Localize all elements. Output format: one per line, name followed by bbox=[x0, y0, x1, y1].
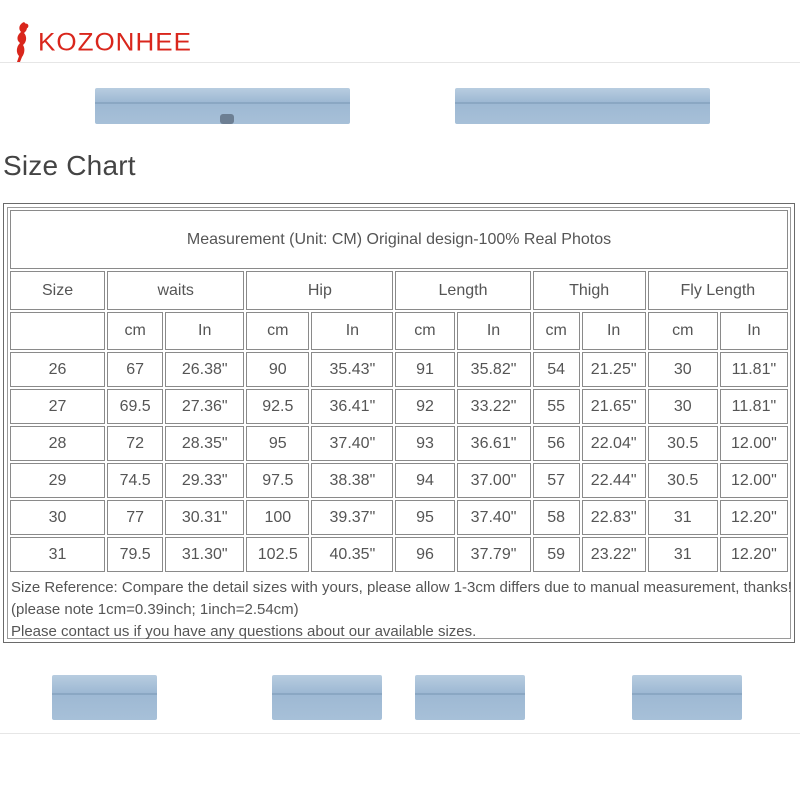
footer-divider bbox=[0, 733, 800, 734]
table-cell: 58 bbox=[533, 500, 580, 535]
table-cell: 28 bbox=[10, 426, 105, 461]
product-photo-waist-back bbox=[455, 88, 710, 124]
silhouette-logo-icon bbox=[10, 20, 34, 64]
unit-in: In bbox=[165, 312, 244, 350]
unit-blank bbox=[10, 312, 105, 350]
table-cell: 72 bbox=[107, 426, 163, 461]
unit-cm: cm bbox=[648, 312, 718, 350]
product-photo-hem-1 bbox=[52, 675, 157, 720]
product-photo-hem-2 bbox=[272, 675, 382, 720]
product-photo-hem-3 bbox=[415, 675, 525, 720]
table-cell: 39.37" bbox=[311, 500, 393, 535]
table-cell: 69.5 bbox=[107, 389, 163, 424]
table-cell: 12.00" bbox=[720, 426, 788, 461]
table-cell: 30.31" bbox=[165, 500, 244, 535]
brand-logo[interactable] bbox=[10, 20, 192, 64]
note-line: Please contact us if you have any questions about our available sizes. bbox=[11, 623, 477, 640]
table-cell: 79.5 bbox=[107, 537, 163, 572]
header-thigh: Thigh bbox=[533, 271, 646, 310]
product-photo-waist-front bbox=[95, 88, 350, 124]
unit-in: In bbox=[311, 312, 393, 350]
table-cell: 57 bbox=[533, 463, 580, 498]
table-cell: 92.5 bbox=[246, 389, 309, 424]
table-cell: 35.43" bbox=[311, 352, 393, 387]
header-size: Size bbox=[10, 271, 105, 310]
table-cell: 26 bbox=[10, 352, 105, 387]
table-cell: 30 bbox=[648, 352, 718, 387]
table-row bbox=[10, 537, 788, 572]
table-cell: 96 bbox=[395, 537, 454, 572]
table-cell: 12.20" bbox=[720, 500, 788, 535]
table-cell: 74.5 bbox=[107, 463, 163, 498]
table-cell: 40.35" bbox=[311, 537, 393, 572]
table-cell: 22.04" bbox=[582, 426, 646, 461]
table-cell: 30 bbox=[648, 389, 718, 424]
unit-cm: cm bbox=[107, 312, 163, 350]
table-cell: 31 bbox=[648, 500, 718, 535]
unit-in: In bbox=[582, 312, 646, 350]
table-cell: 91 bbox=[395, 352, 454, 387]
table-cell: 37.40" bbox=[311, 426, 393, 461]
note-line: (please note 1cm=0.39inch; 1inch=2.54cm) bbox=[11, 601, 299, 618]
size-reference-note bbox=[11, 577, 792, 643]
table-cell: 97.5 bbox=[246, 463, 309, 498]
table-cell: 12.00" bbox=[720, 463, 788, 498]
table-cell: 36.41" bbox=[311, 389, 393, 424]
table-cell: 100 bbox=[246, 500, 309, 535]
unit-cm: cm bbox=[533, 312, 580, 350]
table-cell: 37.00" bbox=[457, 463, 531, 498]
note-line: Size Reference: Compare the detail sizes with yours, please allow 1-3cm differs due to manual measurement, thanks! bbox=[11, 579, 792, 596]
table-cell: 23.22" bbox=[582, 537, 646, 572]
table-cell: 37.40" bbox=[457, 500, 531, 535]
table-cell: 30 bbox=[10, 500, 105, 535]
header-waist: waits bbox=[107, 271, 244, 310]
table-row bbox=[10, 500, 788, 535]
table-cell: 31 bbox=[10, 537, 105, 572]
table-cell: 22.44" bbox=[582, 463, 646, 498]
table-cell: 37.79" bbox=[457, 537, 531, 572]
table-cell: 12.20" bbox=[720, 537, 788, 572]
table-cell: 27.36" bbox=[165, 389, 244, 424]
table-caption: Measurement (Unit: CM) Original design-100% Real Photos bbox=[10, 210, 788, 269]
page-title: Size Chart bbox=[3, 150, 136, 181]
unit-cm: cm bbox=[246, 312, 309, 350]
size-table bbox=[8, 208, 790, 574]
table-cell: 36.61" bbox=[457, 426, 531, 461]
table-row bbox=[10, 389, 788, 424]
table-cell: 102.5 bbox=[246, 537, 309, 572]
table-cell: 77 bbox=[107, 500, 163, 535]
jeans-button-icon bbox=[220, 114, 234, 124]
header-divider bbox=[0, 62, 800, 63]
table-cell: 55 bbox=[533, 389, 580, 424]
table-cell: 54 bbox=[533, 352, 580, 387]
table-cell: 30.5 bbox=[648, 463, 718, 498]
brand-name: KOZONHEE bbox=[38, 27, 192, 56]
table-row bbox=[10, 463, 788, 498]
size-chart-table bbox=[3, 203, 795, 643]
table-cell: 29 bbox=[10, 463, 105, 498]
table-cell: 90 bbox=[246, 352, 309, 387]
header-length: Length bbox=[395, 271, 530, 310]
size-chart-inner bbox=[7, 207, 791, 639]
table-cell: 22.83" bbox=[582, 500, 646, 535]
table-cell: 95 bbox=[395, 500, 454, 535]
unit-in: In bbox=[720, 312, 788, 350]
table-cell: 33.22" bbox=[457, 389, 531, 424]
unit-in: In bbox=[457, 312, 531, 350]
product-photo-hem-4 bbox=[632, 675, 742, 720]
table-row bbox=[10, 352, 788, 387]
table-cell: 11.81" bbox=[720, 352, 788, 387]
table-cell: 93 bbox=[395, 426, 454, 461]
table-cell: 31 bbox=[648, 537, 718, 572]
unit-cm: cm bbox=[395, 312, 454, 350]
table-cell: 28.35" bbox=[165, 426, 244, 461]
table-cell: 30.5 bbox=[648, 426, 718, 461]
table-cell: 35.82" bbox=[457, 352, 531, 387]
table-cell: 31.30" bbox=[165, 537, 244, 572]
table-cell: 21.65" bbox=[582, 389, 646, 424]
table-cell: 67 bbox=[107, 352, 163, 387]
table-row bbox=[10, 426, 788, 461]
table-cell: 59 bbox=[533, 537, 580, 572]
header-fly-length: Fly Length bbox=[648, 271, 788, 310]
table-cell: 21.25" bbox=[582, 352, 646, 387]
table-cell: 94 bbox=[395, 463, 454, 498]
header-hip: Hip bbox=[246, 271, 393, 310]
table-cell: 11.81" bbox=[720, 389, 788, 424]
table-cell: 29.33" bbox=[165, 463, 244, 498]
table-cell: 38.38" bbox=[311, 463, 393, 498]
table-cell: 56 bbox=[533, 426, 580, 461]
table-cell: 92 bbox=[395, 389, 454, 424]
table-cell: 26.38" bbox=[165, 352, 244, 387]
table-cell: 95 bbox=[246, 426, 309, 461]
table-cell: 27 bbox=[10, 389, 105, 424]
